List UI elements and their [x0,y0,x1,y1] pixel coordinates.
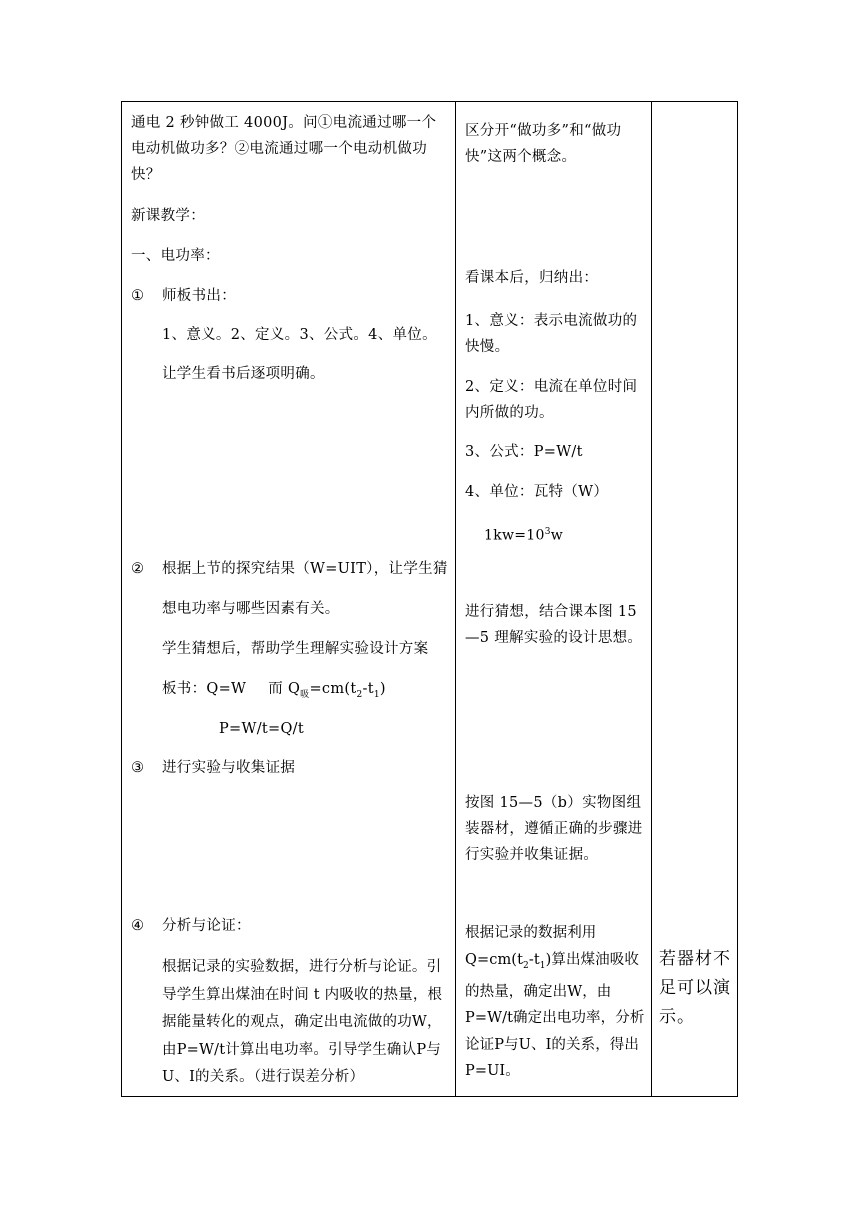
step1-marker: ① [131,288,145,304]
step2-line3: 学生猜想后，帮助学生理解实验设计方案 [162,641,429,657]
step2-line1: 根据上节的探究结果（W=UIT），让学生猜 [162,561,448,577]
summary-title: 看课本后，归纳出： [465,270,599,286]
board-label: 板书：Q=W [162,681,247,697]
board-formula [162,679,386,705]
summary-item-4: 4、单位：瓦特（W） [465,484,609,500]
step4-body: 根据记录的实验数据，进行分析与论证。引导学生算出煤油在时间 t 内吸收的热量，根据能量转化的观点，确定出电流做的功W，由P=W/t计算出电功率。引导学生确认P与U、I的关系。（进行误差分析） [162,959,443,1085]
equipment-note: 若器材不足可以演示。 [659,949,731,1027]
teacher-activity-column [122,102,456,1096]
board-close: ) [379,681,386,697]
unit-exp: 3 [544,527,551,537]
board-t1: 1 [373,689,380,700]
board-formula-mid: =cm(t [309,681,357,697]
step1-text: 师板书出： [162,288,236,304]
unit-pre: 1kw=10 [484,527,545,544]
step4-text: 分析与论证： [162,918,251,934]
board-formula-pre: 而 Q [268,681,301,697]
student-activity-column [456,102,652,1096]
intro-question: 通电 2 秒钟做工 4000J。问①电流通过哪一个电动机做功多？②电流通过哪一个电动机做功快？ [131,115,437,183]
experiment-activity: 按图 15—5（b）实物图组装器材，遵循正确的步骤进行实验并收集证据。 [465,795,643,863]
analysis-activity [465,920,647,1085]
unit-post: w [550,527,564,544]
new-lesson-heading: 新课教学： [131,208,205,224]
analysis-post: )算出煤油吸收的热量，确定出W，由P=W/t确定出电功率，分析论证P与U、I的关系，得出P=UI。 [465,951,645,1080]
step1-sub2: 让学生看书后逐项明确。 [162,366,325,382]
unit-conversion [484,522,563,546]
summary-item-2: 2、定义：电流在单位时间内所做的功。 [465,379,638,421]
concept-distinction: 区分开“做功多”和“做功快”这两个概念。 [465,123,622,165]
summary-item-1-text: 1、意义：表示电流做功的快慢。 [465,313,638,355]
lesson-table [121,101,738,1097]
analysis-pre: 根据记录的数据利用Q=cm(t [465,925,597,968]
section-heading: 一、电功率： [131,248,220,264]
analysis-t2: 2 [523,960,529,971]
notes-column [652,102,738,1096]
step2-marker: ② [131,561,145,577]
board-minus: -t [362,681,374,697]
summary-item-3: 3、公式：P=W/t [465,444,583,460]
step1-sub1: 1、意义。2、定义。3、公式。4、单位。 [162,327,437,343]
step3-marker: ③ [131,760,145,776]
step2-line2: 想电功率与哪些因素有关。 [162,601,340,617]
step4-marker: ④ [131,918,145,934]
analysis-minus: -t [528,951,540,968]
step3-text: 进行实验与收集证据 [162,760,296,776]
board-formula-sub: 吸 [300,689,310,700]
analysis-t1: 1 [539,960,546,971]
board-line2: P=W/t=Q/t [219,721,304,737]
board-t2: 2 [356,689,363,700]
guess-activity: 进行猜想，结合课本图 15—5 理解实验的设计思想。 [465,604,643,646]
summary-item-1 [465,308,647,360]
